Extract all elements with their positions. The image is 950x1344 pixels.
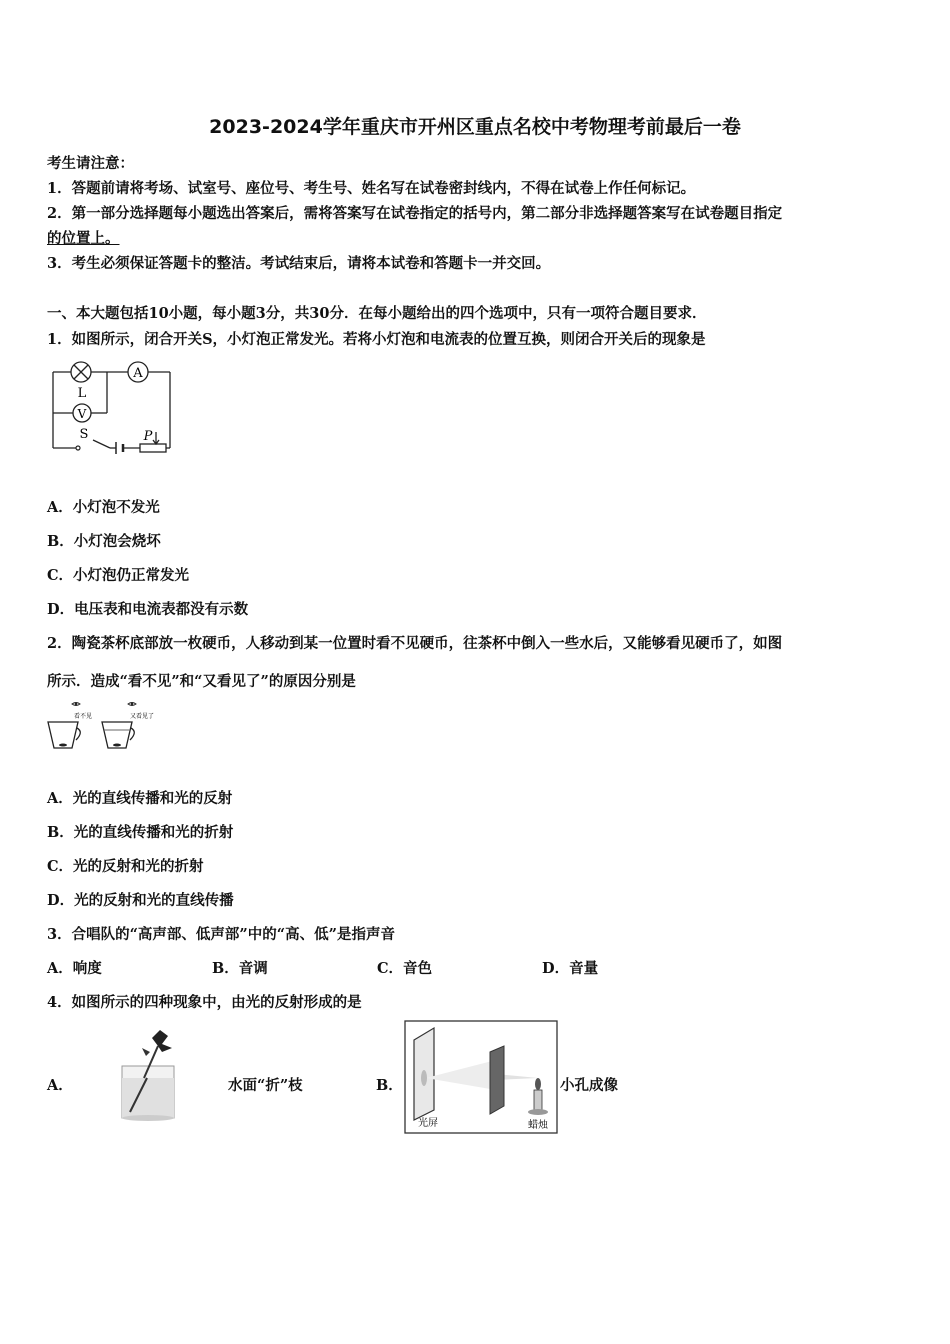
pinhole-imaging-figure xyxy=(404,1020,558,1134)
q3-option-c: C．音色 xyxy=(377,960,433,977)
q4-stem: 4．如图所示的四种现象中，由光的反射形成的是 xyxy=(47,994,362,1011)
notice-item-2: 2．第一部分选择题每小题选出答案后，需将答案写在试卷指定的括号内，第二部分非选择题答案写在试卷题目指定 xyxy=(47,205,783,222)
slider-label: P xyxy=(143,429,153,444)
q4-option-b-caption: 小孔成像 xyxy=(560,1077,618,1094)
q2-option-a: A．光的直线传播和光的反射 xyxy=(47,790,233,807)
eye-icon-left xyxy=(72,703,80,706)
q3-option-d: D．音量 xyxy=(542,960,599,977)
screen-label: 光屏 xyxy=(418,1118,438,1129)
q2-stem-line2: 所示．造成“看不见”和“又看见了”的原因分别是 xyxy=(47,673,356,690)
circuit-diagram xyxy=(48,360,174,455)
q2-option-d: D．光的反射和光的直线传播 xyxy=(47,892,234,909)
lamp-label: L xyxy=(77,386,87,401)
voltmeter-label: V xyxy=(77,407,87,421)
q1-option-c: C．小灯泡仍正常发光 xyxy=(47,567,190,584)
q4-option-a-letter: A． xyxy=(47,1077,73,1094)
candle-label: 蜡烛 xyxy=(528,1120,548,1131)
q1-option-b: B．小灯泡会烧坏 xyxy=(47,533,161,550)
q3-option-b: B．音调 xyxy=(212,960,268,977)
cup-right xyxy=(102,722,134,748)
notice-item-2-cont: 的位置上。 xyxy=(47,230,120,247)
q1-option-a: A．小灯泡不发光 xyxy=(47,499,160,516)
switch-label: S xyxy=(79,427,89,442)
q4-option-b-letter: B． xyxy=(376,1077,403,1094)
cup-right-label: 又看见了 xyxy=(130,713,155,720)
q1-stem: 1．如图所示，闭合开关S，小灯泡正常发光。若将小灯泡和电流表的位置互换，则闭合开关后的现象是 xyxy=(47,331,706,348)
section-heading: 一、本大题包括10小题，每小题3分，共30分．在每小题给出的四个选项中，只有一项符合题目要求． xyxy=(47,305,707,322)
cup-left-label: 看不见 xyxy=(74,713,93,720)
page-title: 2023-2024学年重庆市开州区重点名校中考物理考前最后一卷 xyxy=(209,116,741,138)
branch-in-water-figure xyxy=(114,1026,184,1122)
notice-item-3: 3．考生必须保证答题卡的整洁。考试结束后，请将本试卷和答题卡一并交回。 xyxy=(47,255,551,272)
ammeter-label: A xyxy=(133,366,143,381)
q2-option-b: B．光的直线传播和光的折射 xyxy=(47,824,234,841)
q1-option-d: D．电压表和电流表都没有示数 xyxy=(47,601,249,618)
lamp-symbol xyxy=(71,362,91,382)
switch-contact xyxy=(76,446,80,450)
notice-item-1: 1．答题前请将考场、试室号、座位号、考生号、姓名写在试卷密封线内，不得在试卷上作任何标记。 xyxy=(47,180,696,197)
eye-icon-right xyxy=(128,703,136,706)
q2-stem-line1: 2．陶瓷茶杯底部放一枚硬币，人移动到某一位置时看不见硬币，往茶杯中倒入一些水后，又能够看见硬币了，如图 xyxy=(47,635,783,652)
q4-option-a-caption: 水面“折”枝 xyxy=(228,1077,303,1094)
q3-option-a: A．响度 xyxy=(47,960,102,977)
notice-heading: 考生请注意： xyxy=(47,155,134,172)
q2-option-c: C．光的反射和光的折射 xyxy=(47,858,204,875)
cup-left xyxy=(48,722,80,748)
q3-stem: 3．合唱队的“高声部、低声部”中的“高、低”是指声音 xyxy=(47,926,395,943)
cups-figure xyxy=(46,700,166,752)
